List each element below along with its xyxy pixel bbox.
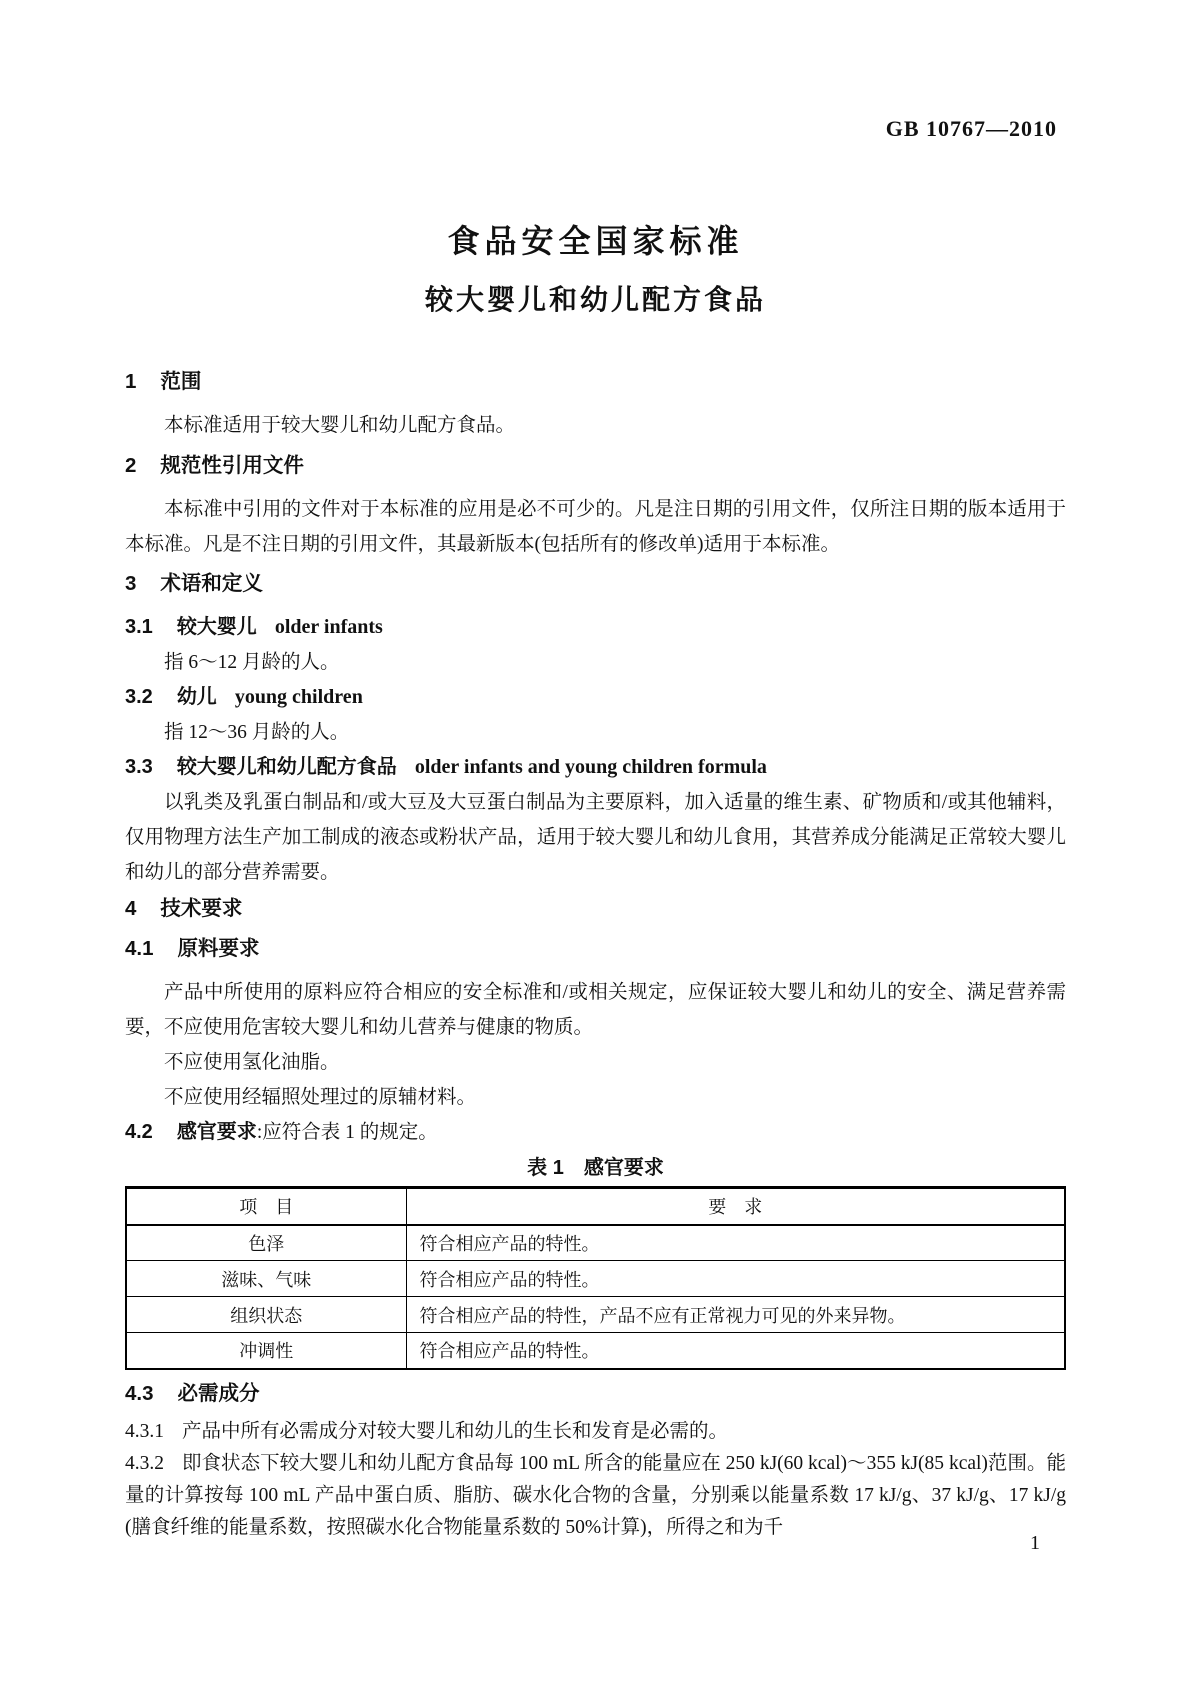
clause-4-1-number: 4.1 (125, 937, 154, 960)
section-3-number: 3 (125, 572, 137, 595)
clause-3-2-definition: 指 12～36 月龄的人。 (164, 722, 350, 743)
section-1-number: 1 (125, 370, 137, 393)
table-cell-item: 滋味、气味 (126, 1261, 406, 1297)
table-cell-requirement: 符合相应产品的特性。 (406, 1225, 1065, 1261)
section-2-paragraph: 本标准中引用的文件对于本标准的应用是必不可少的。凡是注日期的引用文件，仅所注日期的版本适用于本标准。凡是不注日期的引用文件，其最新版本(包括所有的修改单)适用于本标准。 (125, 499, 1066, 555)
clause-4-3-1-text: 产品中所有必需成分对较大婴儿和幼儿的生长和发育是必需的。 (182, 1420, 729, 1442)
table-1-caption-number: 表 1 (527, 1157, 564, 1179)
clause-4-2-line (125, 1115, 1066, 1150)
clause-4-1-heading (125, 935, 1066, 963)
clause-4-2-text: :应符合表 1 的规定。 (256, 1122, 438, 1143)
clause-4-1-paragraph-2: 不应使用氢化油脂。 (164, 1052, 340, 1073)
section-1-paragraph: 本标准适用于较大婴儿和幼儿配方食品。 (164, 415, 516, 436)
clause-3-2-heading (125, 680, 1066, 715)
clause-3-1-term: 较大婴儿 (176, 616, 257, 638)
clause-3-2-term-english: young children (234, 686, 363, 708)
clause-4-2-number: 4.2 (125, 1121, 153, 1143)
clause-4-1-paragraph-3: 不应使用经辐照处理过的原辅材料。 (164, 1087, 477, 1108)
document-subtitle: 较大婴儿和幼儿配方食品 (424, 284, 766, 315)
table-cell-item: 冲调性 (126, 1333, 406, 1369)
section-1-title: 范围 (160, 370, 202, 393)
sensory-requirements-table (125, 1186, 1066, 1370)
clause-3-3-heading (125, 750, 1066, 785)
page-number: 1 (1030, 1532, 1040, 1554)
clause-4-1-paragraph-1: 产品中所使用的原料应符合相应的安全标准和/或相关规定，应保证较大婴儿和幼儿的安全、满足营养需要，不应使用危害较大婴儿和幼儿营养与健康的物质。 (125, 982, 1066, 1038)
clause-4-1-title: 原料要求 (177, 937, 260, 960)
clause-4-2-title: 感官要求 (176, 1121, 257, 1143)
standard-number: GB 10767—2010 (885, 116, 1057, 141)
clause-4-3-2-number: 4.3.2 (125, 1452, 164, 1474)
table-row-taste-odor (126, 1261, 1065, 1297)
table-header-row (126, 1188, 1065, 1225)
clause-3-3-term-english: older infants and young children formula (414, 756, 767, 778)
section-2-heading (125, 452, 1066, 480)
clause-4-3-number: 4.3 (125, 1381, 154, 1405)
section-4-number: 4 (125, 897, 137, 920)
table-row-texture (126, 1297, 1065, 1333)
table-row-mixability (126, 1333, 1065, 1369)
clause-3-1-term-english: older infants (274, 616, 383, 638)
clause-3-2-number: 3.2 (125, 686, 153, 708)
clause-4-3-1-paragraph (125, 1416, 1066, 1448)
table-header-requirement: 要 求 (406, 1188, 1065, 1225)
table-1-caption (125, 1154, 1066, 1182)
clause-3-3-term: 较大婴儿和幼儿配方食品 (176, 756, 397, 778)
table-cell-item: 组织状态 (126, 1297, 406, 1333)
section-2-title: 规范性引用文件 (160, 454, 304, 477)
document-body (125, 362, 1066, 1544)
table-row-color (126, 1225, 1065, 1261)
clause-3-3-number: 3.3 (125, 756, 153, 778)
table-cell-item: 色泽 (126, 1225, 406, 1261)
clause-3-1-definition: 指 6～12 月龄的人。 (164, 652, 340, 673)
table-1-caption-title: 感官要求 (583, 1157, 664, 1179)
clause-4-3-2-paragraph (125, 1448, 1066, 1544)
clause-4-3-1-number: 4.3.1 (125, 1420, 164, 1442)
clause-3-1-number: 3.1 (125, 616, 153, 638)
table-cell-requirement: 符合相应产品的特性。 (406, 1333, 1065, 1369)
section-1-heading (125, 368, 1066, 396)
clause-4-3-title: 必需成分 (177, 1381, 260, 1405)
clause-3-1-heading (125, 610, 1066, 645)
section-4-title: 技术要求 (160, 897, 243, 920)
table-cell-requirement: 符合相应产品的特性，产品不应有正常视力可见的外来异物。 (406, 1297, 1065, 1333)
table-cell-requirement: 符合相应产品的特性。 (406, 1261, 1065, 1297)
clause-3-3-definition: 以乳类及乳蛋白制品和/或大豆及大豆蛋白制品为主要原料，加入适量的维生素、矿物质和/或其他辅料，仅用物理方法生产加工制成的液态或粉状产品，适用于较大婴儿和幼儿食用，其营养成分能满足正常较大婴儿和幼儿的部分营养需要。 (125, 792, 1066, 883)
section-3-heading (125, 570, 1066, 598)
clause-4-3-2-text: 即食状态下较大婴儿和幼儿配方食品每 100 mL 所含的能量应在 250 kJ(60 kcal)～355 kJ(85 kcal)范围。能量的计算按每 100 mL 产品中蛋白质、脂肪、碳水化合物的含量，分别乘以能量系数 17 kJ/g、37 kJ/g、17 kJ/g(膳食纤维的能量系数，按照碳水化合物能量系数的 50%计算)，所得之和为千 (125, 1452, 1066, 1538)
document-title: 食品安全国家标准 (447, 223, 744, 259)
clause-3-2-term: 幼儿 (176, 686, 217, 708)
section-2-number: 2 (125, 454, 137, 477)
clause-4-3-heading (125, 1380, 1066, 1408)
table-header-item: 项 目 (126, 1188, 406, 1225)
section-3-title: 术语和定义 (160, 572, 263, 595)
section-4-heading (125, 895, 1066, 923)
